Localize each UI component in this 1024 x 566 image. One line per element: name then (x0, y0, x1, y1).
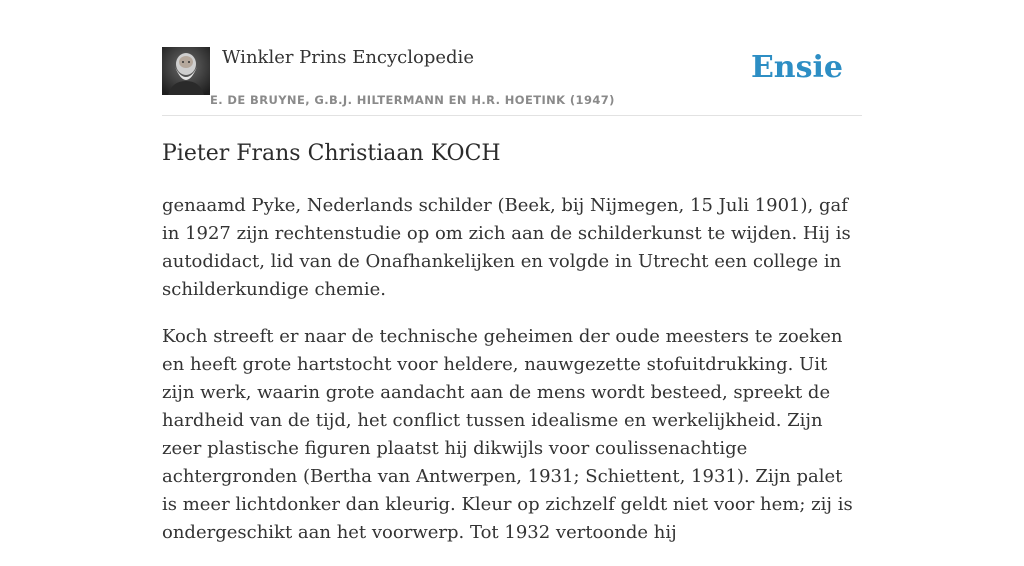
source-header (162, 0, 862, 116)
article-paragraph: genaamd Pyke, Nederlands schilder (Beek, bij Nijmegen, 15 Juli 1901), gaf in 1927 zijn rechtenstudie op om zich aan de schilderkunst te wijden. Hij is autodidact, lid van de Onafhankelijken en volgde in Utrecht een college in schilderkundige chemie. (162, 195, 851, 300)
portrait-icon (162, 47, 210, 95)
ensie-logo[interactable]: Ensie (750, 50, 843, 85)
author-portrait[interactable] (162, 47, 210, 95)
article-body (162, 192, 862, 566)
source-authors: E. DE BRUYNE, G.B.J. HILTERMANN EN H.R. HOETINK (1947) (210, 93, 615, 107)
page (162, 0, 862, 543)
source-title[interactable]: Winkler Prins Encyclopedie (222, 47, 474, 68)
article-title: Pieter Frans Christiaan KOCH (162, 141, 501, 166)
article-paragraph: Koch streeft er naar de technische geheimen der oude meesters te zoeken en heeft grote hartstocht voor heldere, nauwgezette stofuitdrukking. Uit zijn werk, waarin grote aandacht aan de mens wordt besteed, spreekt de hardheid van de tijd, het conflict tussen idealisme en werkelijkheid. Zijn zeer plastische figuren plaatst hij dikwijls voor coulissenachtige achtergronden (Bertha van Antwerpen, 1931; Schiettent, 1931). Zijn palet is meer lichtdonker dan kleurig. Kleur op zichzelf geldt niet voor hem; zij is ondergeschikt aan het voorwerp. Tot 1932 vertoonde hij (162, 326, 853, 543)
